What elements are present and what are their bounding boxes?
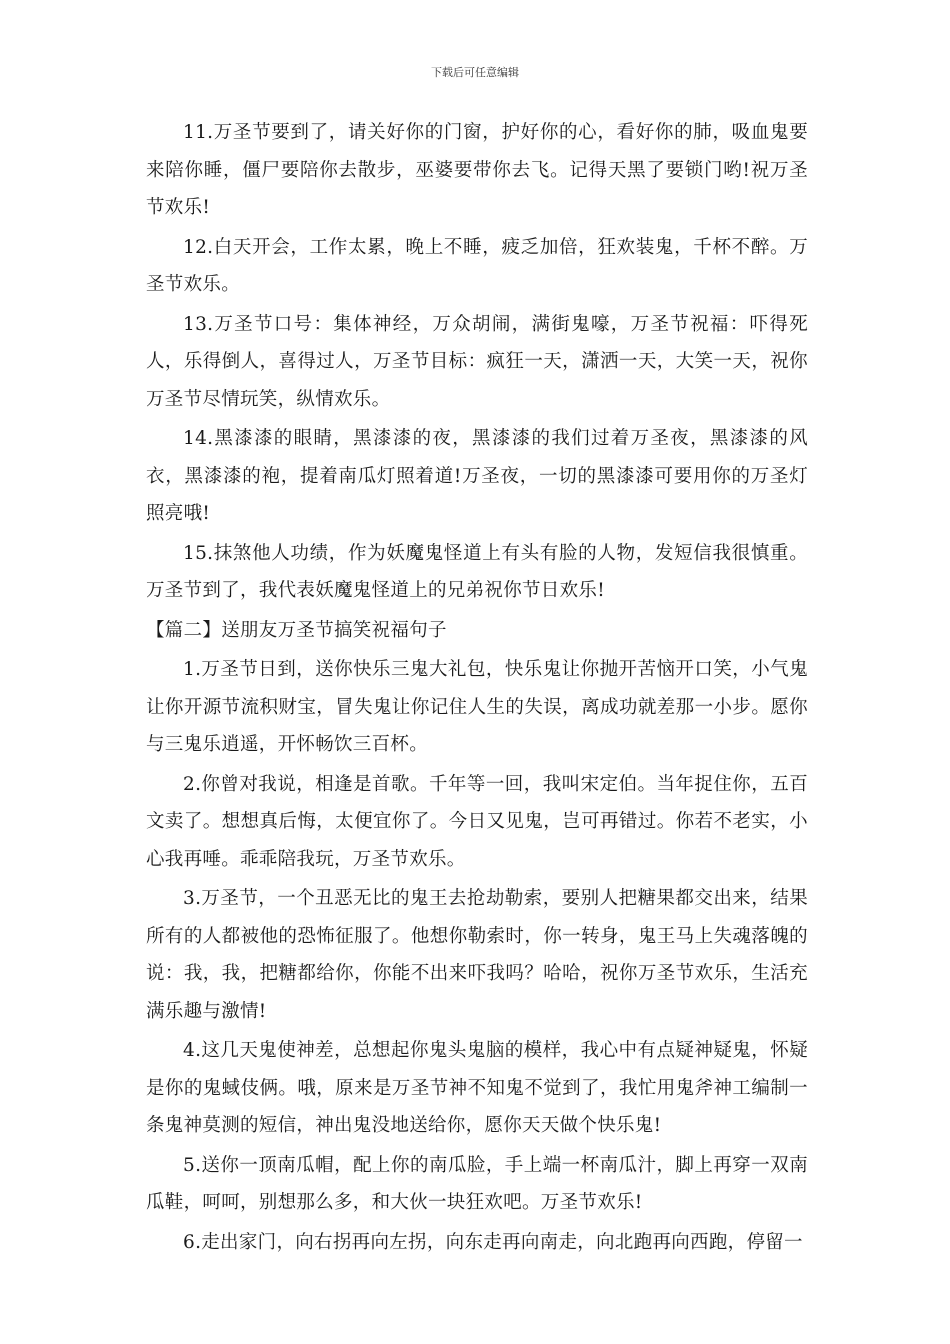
section-heading: 【篇二】送朋友万圣节搞笑祝福句子 [146,619,447,641]
paragraph: 3.万圣节，一个丑恶无比的鬼王去抢劫勒索，要别人把糖果都交出来，结果所有的人都被他的恐怖征服了。他想你勒索时，你一转身，鬼王马上失魂落魄的说：我，我，把糖都给你，你能不出来吓我吗？哈哈，祝你万圣节欢乐，生活充满乐趣与激情! [146,888,808,1022]
paragraph: 1.万圣节日到，送你快乐三鬼大礼包，快乐鬼让你抛开苦恼开口笑，小气鬼让你开源节流积财宝，冒失鬼让你记住人生的失误，离成功就差那一小步。愿你与三鬼乐逍遥，开怀畅饮三百杯。 [146,659,808,755]
paragraph: 2.你曾对我说，相逢是首歌。千年等一回，我叫宋定伯。当年捉住你，五百文卖了。想想真后悔，太便宜你了。今日又见鬼，岂可再错过。你若不老实，小心我再唾。乖乖陪我玩，万圣节欢乐。 [146,773,808,870]
paragraph: 14.黑漆漆的眼睛，黑漆漆的夜，黑漆漆的我们过着万圣夜，黑漆漆的风衣，黑漆漆的袍，提着南瓜灯照着道!万圣夜，一切的黑漆漆可要用你的万圣灯照亮哦! [146,428,808,524]
document-body [146,114,808,1263]
paragraph: 5.送你一顶南瓜帽，配上你的南瓜脸，手上端一杯南瓜汁，脚上再穿一双南瓜鞋，呵呵，别想那么多，和大伙一块狂欢吧。万圣节欢乐! [146,1154,808,1213]
paragraph: 11.万圣节要到了，请关好你的门窗，护好你的心，看好你的肺，吸血鬼要来陪你睡，僵尸要陪你去散步，巫婆要带你去飞。记得天黑了要锁门哟!祝万圣节欢乐! [146,122,808,218]
paragraph: 4.这几天鬼使神差，总想起你鬼头鬼脑的模样，我心中有点疑神疑鬼，怀疑是你的鬼蜮伎俩。哦，原来是万圣节神不知鬼不觉到了，我忙用鬼斧神工编制一条鬼神莫测的短信，神出鬼没地送给你，愿你天天做个快乐鬼! [146,1040,808,1136]
paragraph: 12.白天开会，工作太累，晚上不睡，疲乏加倍，狂欢装鬼，千杯不醉。万圣节欢乐。 [146,236,808,295]
paragraph: 15.抹煞他人功绩，作为妖魔鬼怪道上有头有脸的人物，发短信我很慎重。万圣节到了，我代表妖魔鬼怪道上的兄弟祝你节日欢乐! [146,542,808,601]
page-header: 下载后可任意编辑 [431,66,519,79]
paragraph: 6.走出家门，向右拐再向左拐，向东走再向南走，向北跑再向西跑，停留一 [183,1231,803,1253]
paragraph: 13.万圣节口号：集体神经，万众胡闹，满街鬼嚎，万圣节祝福：吓得死人，乐得倒人，喜得过人，万圣节目标：疯狂一天，潇洒一天，大笑一天，祝你万圣节尽情玩笑，纵情欢乐。 [146,313,808,410]
